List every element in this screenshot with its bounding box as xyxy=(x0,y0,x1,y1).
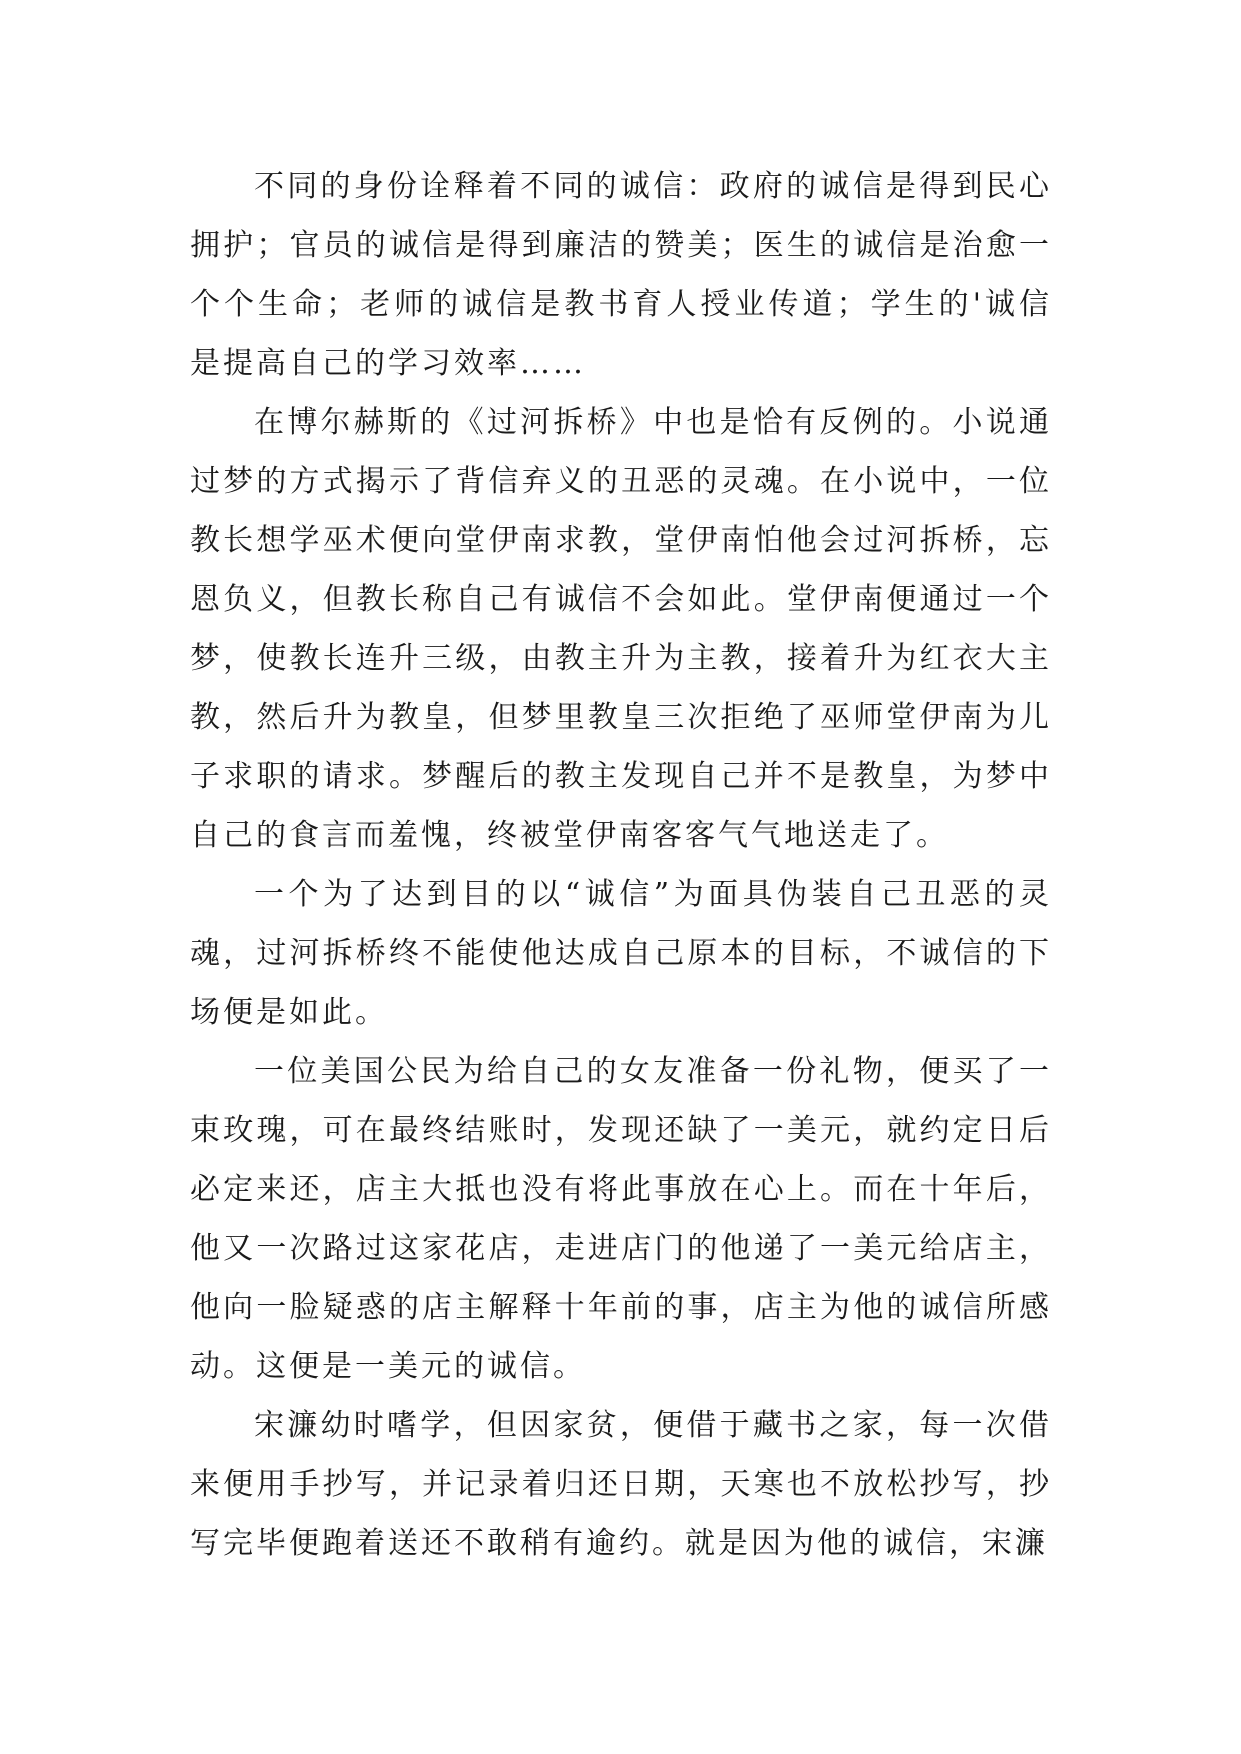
paragraph-borges-story: 在博尔赫斯的《过河拆桥》中也是恰有反例的。小说通过梦的方式揭示了背信弃义的丑恶的灵魂。在小说中，一位教长想学巫术便向堂伊南求教，堂伊南怕他会过河拆桥，忘恩负义，但教长称自己有诚信不会如此。堂伊南便通过一个梦，使教长连升三级，由教主升为主教，接着升为红衣大主教，然后升为教皇，但梦里教皇三次拒绝了巫师堂伊南为儿子求职的请求。梦醒后的教主发现自己并不是教皇，为梦中自己的食言而羞愧，终被堂伊南客客气气地送走了。 xyxy=(190,405,1052,853)
paragraph-song-lian: 宋濂幼时嗜学，但因家贫，便借于藏书之家，每一次借来便用手抄写，并记录着归还日期，天寒也不放松抄写，抄写完毕便跑着送还不敢稍有逾约。就是因为他的诚信，宋濂 xyxy=(190,1408,1052,1561)
paragraph-mask-of-honesty: 一个为了达到目的以“诚信”为面具伪装自己丑恶的灵魂，过河拆桥终不能使他达成自己原本的目标，不诚信的下场便是如此。 xyxy=(190,877,1052,1030)
document-body xyxy=(190,157,1052,1573)
paragraph-identity-honesty: 不同的身份诠释着不同的诚信：政府的诚信是得到民心拥护；官员的诚信是得到廉洁的赞美；医生的诚信是治愈一个个生命；老师的诚信是教书育人授业传道；学生的'诚信是提高自己的学习效率…… xyxy=(190,169,1052,381)
paragraph-one-dollar: 一位美国公民为给自己的女友准备一份礼物，便买了一束玫瑰，可在最终结账时，发现还缺了一美元，就约定日后必定来还，店主大抵也没有将此事放在心上。而在十年后，他又一次路过这家花店，走进店门的他递了一美元给店主，他向一脸疑惑的店主解释十年前的事，店主为他的诚信所感动。这便是一美元的诚信。 xyxy=(190,1054,1052,1384)
